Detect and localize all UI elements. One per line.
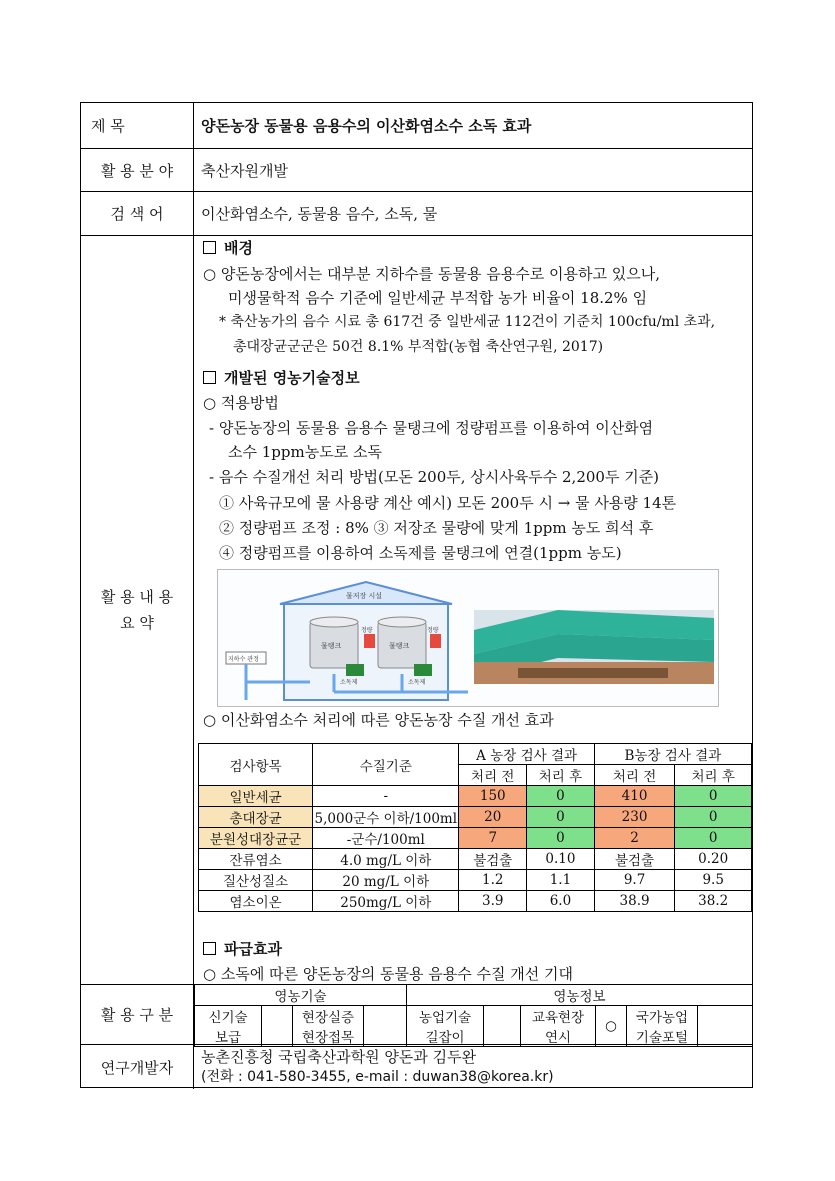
pump1-label: 정량: [361, 627, 373, 634]
table-row: 총대장균 5,000군수 이하/100ml 20 0 230 0: [199, 807, 752, 828]
table-header-row: [199, 744, 752, 765]
edu-mark: ○: [596, 1006, 627, 1047]
guide-mark: [484, 1006, 521, 1047]
header-farm-a: A 농장 검사 결과: [459, 744, 594, 765]
table-row: 질산성질소 20 mg/L 이하 1.2 1.1 9.7 9.5: [199, 870, 752, 891]
title-value: 양돈농장 동물용 음용수의 이산화염소수 소독 효과: [201, 117, 532, 135]
checkbox-icon: [203, 241, 216, 254]
tank1-label: 물탱크: [321, 642, 342, 650]
info-header: 영농정보: [407, 985, 753, 1006]
ripple-heading: 파급효과: [203, 938, 282, 959]
method-line: - 음수 수질개선 처리 방법(모돈 200두, 상시사육두수 2,200두 기준): [209, 468, 660, 486]
method-line: 소수 1ppm농도로 소독: [228, 443, 382, 461]
water-system-illustration: [218, 570, 718, 706]
field-label: 활 용 분 야: [81, 149, 194, 191]
note-line: * 축산농가의 음수 시료 총 617건 중 일반세균 112건이 기준치 100cfu/ml 초과,: [219, 314, 716, 330]
ripple-line: ○ 소독에 따른 양돈농장의 동물용 음용수 수질 개선 기대: [203, 965, 574, 983]
header-standard: 수질기준: [313, 744, 459, 786]
new-tech-cell: 신기술: [195, 1006, 262, 1027]
table-row: 염소이온 250mg/L 이하 3.9 6.0 38.9 38.2: [199, 891, 752, 912]
checkbox-icon: [203, 371, 216, 384]
effect-heading: ○ 이산화염소수 처리에 따른 양돈농장 수질 개선 효과: [203, 711, 554, 729]
header-b-before: 처리 전: [594, 765, 675, 786]
new-tech-mark: [262, 1006, 293, 1047]
disinfect2-label: 소독제: [408, 679, 426, 686]
usage-table: 영농기술 영농정보 신기술 현장실증 농업기술 교육현장 ○ 국가농업 보급 현장접목 길잡이 연시 기술포털: [194, 985, 752, 1047]
guide-cell: 농업기술: [407, 1006, 484, 1027]
method-line: - 양돈농장의 동물용 음용수 물탱크에 정량펌프를 이용하여 이산화염: [209, 419, 654, 437]
header-b-after: 처리 후: [675, 765, 752, 786]
note-line: 총대장균군군은 50건 8.1% 부적합(농협 축산연구원, 2017): [233, 339, 604, 355]
background-heading: 배경: [203, 237, 253, 258]
checkbox-icon: [203, 942, 216, 955]
tank2-label: 물탱크: [389, 642, 410, 650]
portal-cell: 국가농업: [627, 1006, 698, 1027]
title-label: 제 목: [91, 117, 125, 135]
background-line: ○ 양돈농장에서는 대부분 지하수를 동물용 음용수로 이용하고 있으나,: [203, 265, 660, 283]
field-demo-mark: [364, 1006, 407, 1047]
facility-diagram: [217, 569, 719, 707]
developer-label: 연구개발자: [81, 1045, 194, 1089]
field-value: 축산자원개발: [201, 161, 288, 180]
pump2-label: 정량: [427, 627, 439, 634]
tech-header: 영농기술: [195, 985, 407, 1006]
well-label: 지하수 관정: [228, 656, 259, 663]
summary-label: 활 용 내 용 요 약: [81, 236, 194, 984]
method-heading: ○ 적용방법: [203, 394, 279, 412]
building-label: 물저장 시설: [346, 592, 383, 600]
water-quality-table: [198, 743, 752, 912]
background-line: 미생물학적 음수 기준에 일반세균 부적합 농가 비율이 18.2% 임: [228, 289, 648, 307]
header-a-before: 처리 전: [459, 765, 527, 786]
keyword-value: 이산화염소수, 동물용 음수, 소독, 물: [201, 205, 438, 223]
step-line: ② 정량펌프 조정 : 8% ③ 저장조 물량에 맞게 1ppm 농도 희석 후: [219, 519, 654, 537]
table-row: 일반세균 - 150 0 410 0: [199, 786, 752, 807]
title-row: [81, 103, 752, 149]
tech-heading: 개발된 영농기술정보: [203, 367, 360, 388]
developer-info: 농촌진흥청 국립축산과학원 양돈과 김두완 (전화 : 041-580-3455, e-mail : duwan38@korea.kr): [201, 1048, 554, 1085]
field-demo-cell: 현장실증: [293, 1006, 364, 1027]
field-row: [81, 149, 752, 192]
keyword-row: [81, 192, 752, 236]
usage-label: 활 용 구 분: [81, 985, 194, 1044]
info-sheet: [80, 102, 753, 1088]
header-item: 검사항목: [199, 744, 313, 786]
step-line: ④ 정량펌프를 이용하여 소독제를 물탱크에 연결(1ppm 농도): [219, 544, 622, 562]
header-farm-b: B농장 검사 결과: [594, 744, 751, 765]
developer-row: [81, 1045, 752, 1089]
step-line: ① 사육규모에 물 사용량 계산 예시) 모돈 200두 시 → 물 사용량 14톤: [219, 494, 677, 512]
edu-cell: 교육현장: [521, 1006, 596, 1027]
table-row: 잔류염소 4.0 mg/L 이하 불검출 0.10 불검출 0.20: [199, 849, 752, 870]
table-row: 분원성대장균군 -군수/100ml 7 0 2 0: [199, 828, 752, 849]
disinfect1-label: 소독제: [340, 679, 358, 686]
keyword-label: 검 색 어: [81, 192, 194, 235]
portal-mark: [698, 1006, 753, 1047]
header-a-after: 처리 후: [527, 765, 595, 786]
